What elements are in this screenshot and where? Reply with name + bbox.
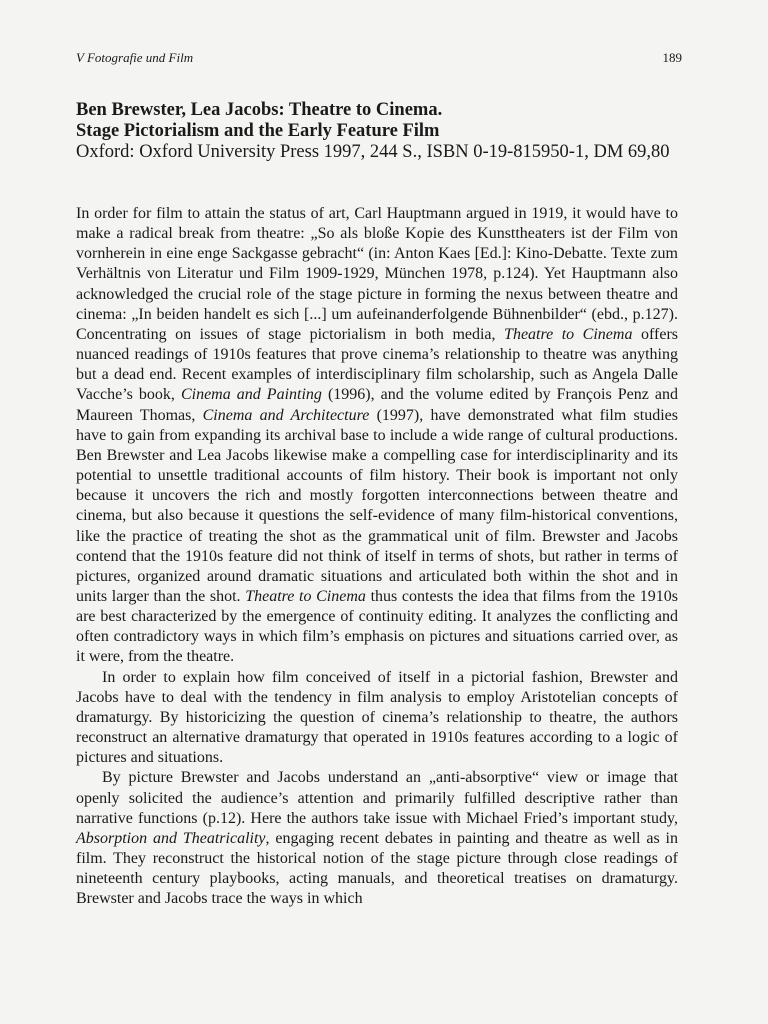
review-heading bbox=[76, 100, 682, 163]
italic-title: Theatre to Cinema bbox=[245, 587, 366, 605]
book-title-line-2: Stage Pictorialism and the Early Feature Film bbox=[76, 121, 440, 141]
running-head bbox=[76, 50, 682, 66]
italic-title: Absorption and Theatricality bbox=[76, 829, 266, 847]
paragraph-3: By picture Brewster and Jacobs understand an „anti-absorptive“ view or image that openly solicited the audience’s attention and primarily fulfilled descriptive rather than narrative functions (p.12). Here the authors take issue with Michael Fried’s important study, Absorption and Theatricality, engaging recent debates in painting and theatre as well as in film. They reconstruct the historical notion of the stage picture through close readings of nineteenth century playbooks, acting manuals, and theoretical treatises on dramaturgy. Brewster and Jacobs trace the ways in which bbox=[76, 769, 679, 908]
section-title: V Fotografie und Film bbox=[76, 50, 194, 65]
page-number: 189 bbox=[662, 50, 682, 65]
italic-title: Cinema and Architecture bbox=[202, 406, 370, 424]
book-title-line-1: Ben Brewster, Lea Jacobs: Theatre to Cinema. bbox=[76, 100, 443, 120]
italic-title: Theatre to Cinema bbox=[504, 325, 633, 343]
italic-title: Cinema and Painting bbox=[180, 386, 322, 404]
paragraph-2: In order to explain how film conceived of itself in a pictorial fashion, Brewster and Jacobs have to deal with the tendency in film analysis to employ Aristotelian concepts of dramaturgy. By historicizing the question of cinema’s relationship to theatre, the authors reconstruct an alternative dramaturgy that operated in 1910s features according to a logic of pictures and situations. bbox=[76, 668, 678, 767]
paragraph-1: In order for film to attain the status of art, Carl Hauptmann argued in 1919, it would have to make a radical break from theatre: „So als bloße Kopie des Kunsttheaters ist der Film von vornherein in eine enge Sackgasse gebracht“ (in: Anton Kaes [Ed.]: Kino-Debatte. Texte zum Verhältnis von Literatur und Film 1909-1929, München 1978, p.124). Yet Hauptmann also acknowledged the crucial role of the stage picture in forming the nexus between theatre and cinema: „In beiden handelt es sich [...] um aufeinanderfolgende Bühnenbilder“ (ebd., p.127). Concentrating on issues of stage pictorialism in both media, Theatre to Cinema offers nuanced readings of 1910s features that prove cinema’s relationship to theatre was anything but a dead end. Recent examples of interdisciplinary film scholarship, such as Angela Dalle Vacche’s book, Cinema and Painting (1996), and the volume edited by François Penz and Maureen Thomas, Cinema and Architecture (1997), have demonstrated what film studies have to gain from expanding its archival base to include a wide range of cultural productions. Ben Brewster and Lea Jacobs likewise make a compelling case for interdisciplinarity and its potential to unsettle traditional accounts of film history. Their book is important not only because it uncovers the rich and mostly forgotten interconnections between theatre and cinema, but also because it questions the self-evidence of many film-historical conventions, like the practice of treating the shot as the grammatical unit of film. Brewster and Jacobs contend that the 1910s feature did not think of itself in terms of shots, but rather in terms of pictures, organized around dramatic situations and articulated both within the shot and in units larger than the shot. Theatre to Cinema thus contests the idea that films from the 1910s are best characterized by the emergence of continuity editing. It analyzes the conflicting and often contradictory ways in which film’s emphasis on pictures and situations carried over, as it were, from the theatre. bbox=[76, 205, 678, 666]
publication-info: Oxford: Oxford University Press 1997, 244 S., ISBN 0-19-815950-1, DM 69,80 bbox=[76, 142, 670, 162]
review-body bbox=[76, 204, 678, 909]
